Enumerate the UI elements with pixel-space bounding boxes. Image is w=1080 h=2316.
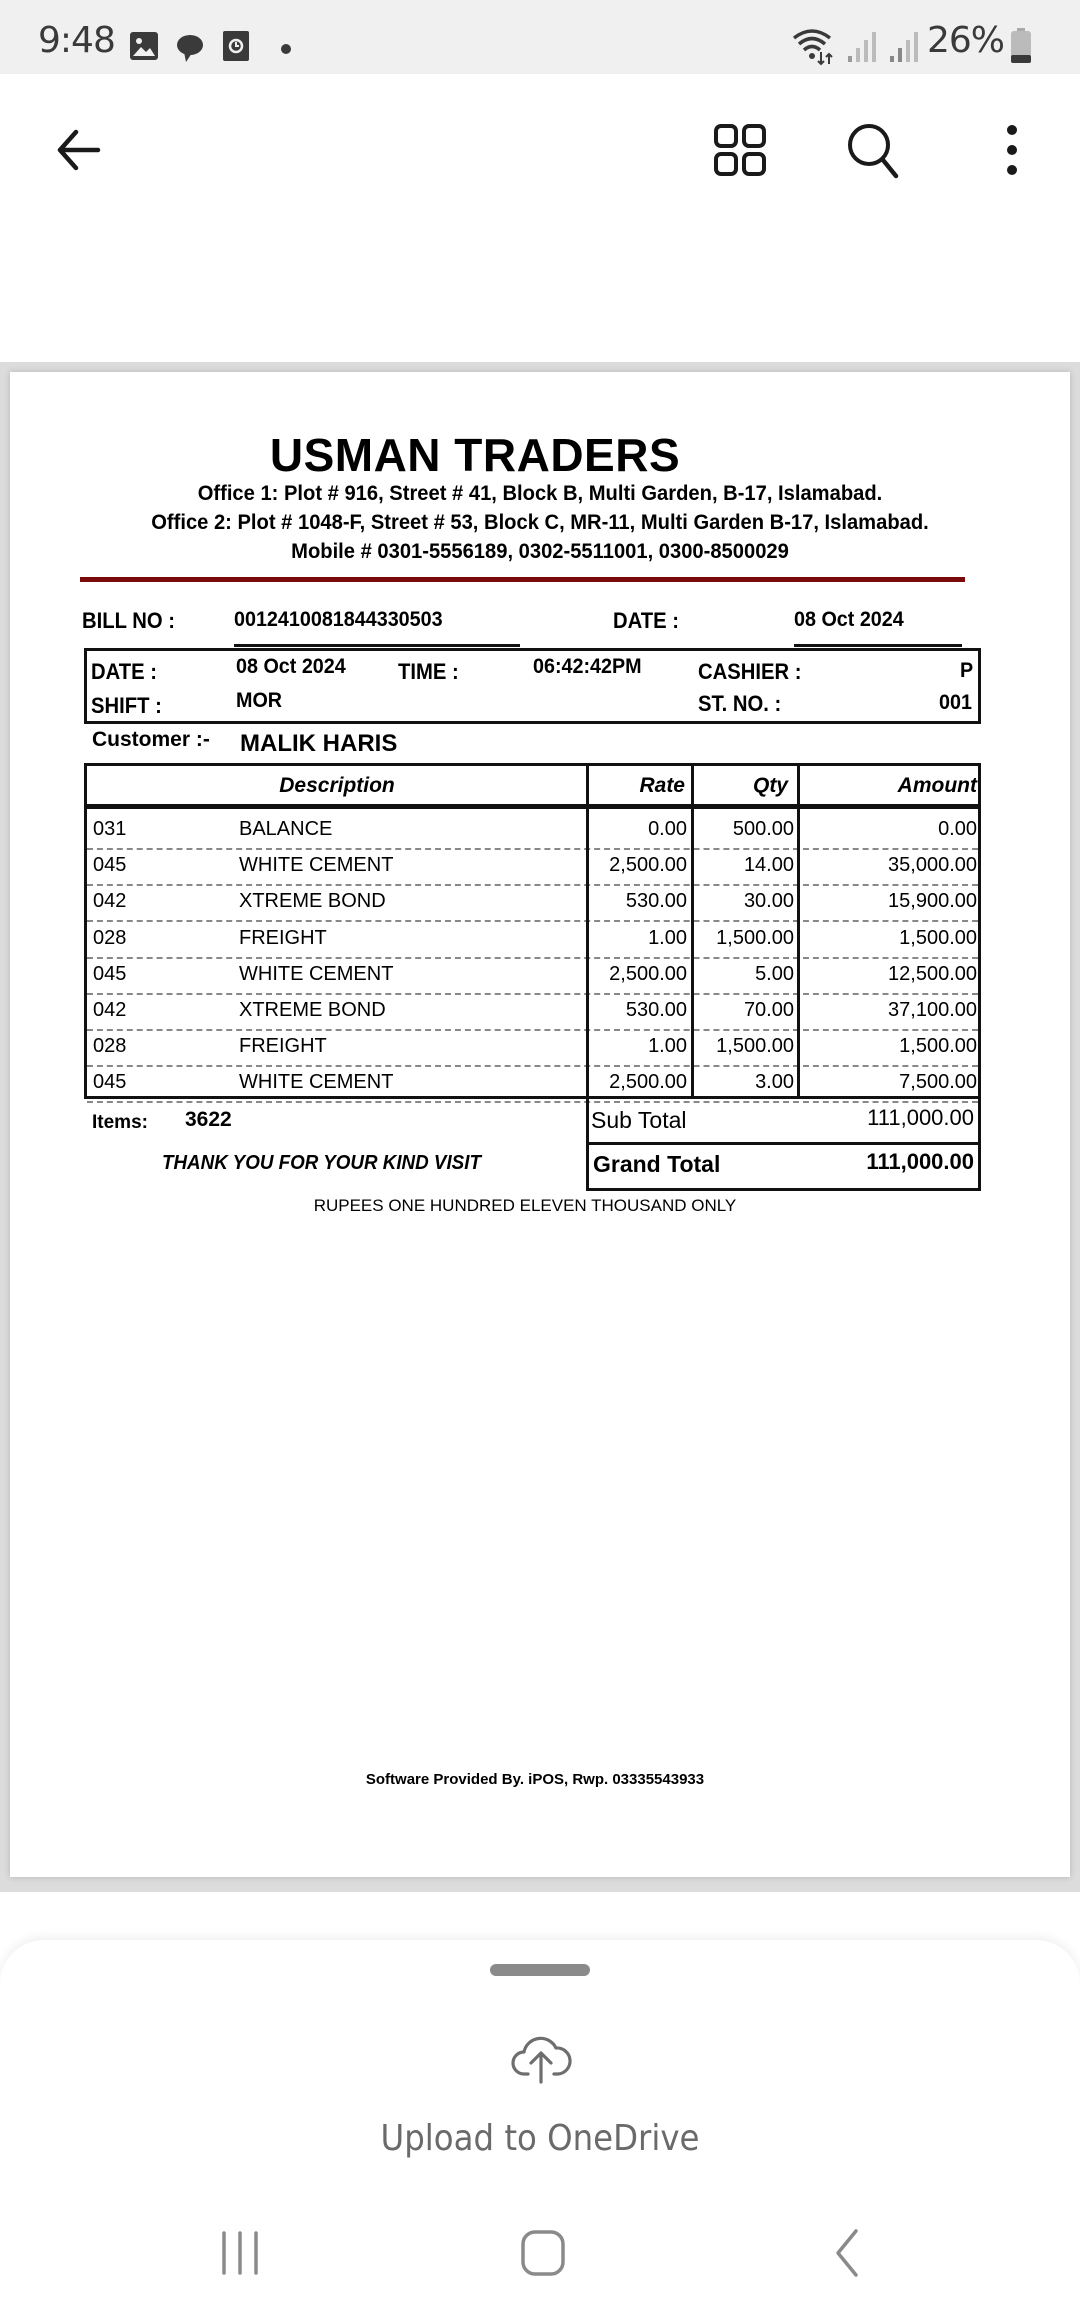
item-code: 031	[93, 818, 127, 840]
item-description: FREIGHT	[239, 926, 327, 949]
header-divider	[80, 577, 965, 582]
shift-label: SHIFT :	[91, 693, 162, 718]
status-time: 9:48	[38, 20, 115, 61]
upload-label: Upload to OneDrive	[380, 2118, 700, 2159]
customer-label: Customer :-	[92, 728, 210, 751]
items-table	[84, 763, 981, 1099]
chat-bubble-icon	[174, 32, 206, 69]
table-header	[87, 766, 978, 809]
amount-in-words: RUPEES ONE HUNDRED ELEVEN THOUSAND ONLY	[313, 1196, 737, 1215]
item-code: 028	[93, 1035, 127, 1058]
item-qty: 70.00	[743, 999, 794, 1021]
grand-total-label: Grand Total	[593, 1151, 721, 1177]
bill-date-label: DATE :	[613, 608, 679, 633]
item-description: WHITE CEMENT	[239, 1071, 394, 1094]
item-amount: 7,500.00	[899, 1071, 977, 1094]
item-code: 045	[93, 854, 127, 877]
item-qty: 30.00	[743, 890, 794, 913]
items-label: Items:	[92, 1112, 148, 1133]
search-icon	[844, 120, 904, 185]
item-qty: 1,500.00	[716, 926, 794, 949]
table-row	[87, 850, 978, 886]
cloud-upload-icon	[510, 2030, 572, 2091]
item-description: XTREME BOND	[239, 890, 386, 913]
item-qty: 5.00	[755, 962, 794, 985]
grand-total: 111,000.00	[866, 1149, 974, 1174]
item-description: BALANCE	[239, 818, 333, 840]
item-amount: 15,900.00	[888, 890, 977, 913]
item-qty: 14.00	[743, 854, 794, 877]
col-description: Description	[279, 774, 395, 797]
shift: MOR	[236, 689, 283, 712]
bill-date: 08 Oct 2024	[794, 608, 904, 631]
item-rate: 1.00	[648, 926, 687, 949]
grid-view-button[interactable]	[708, 120, 772, 184]
clock-app-icon	[222, 30, 250, 67]
col-amount: Amount	[897, 774, 977, 797]
item-code: 028	[93, 926, 127, 949]
info-time: 06:42:42PM	[533, 655, 642, 678]
item-rate: 530.00	[625, 999, 687, 1021]
table-row	[87, 959, 978, 995]
item-amount: 37,100.00	[888, 999, 977, 1021]
address-line-2: Office 2: Plot # 1048-F, Street # 53, Block C, MR-11, Multi Garden B-17, Islamabad.	[151, 511, 929, 534]
col-divider	[797, 766, 800, 1096]
item-amount: 0.00	[938, 818, 977, 840]
sub-total: 111,000.00	[867, 1105, 974, 1130]
more-options-button[interactable]	[980, 120, 1044, 184]
col-rate: Rate	[639, 774, 685, 797]
item-rate: 0.00	[648, 818, 687, 840]
st-no-label: ST. NO. :	[698, 691, 782, 716]
item-amount: 1,500.00	[899, 926, 977, 949]
company-name: USMAN TRADERS	[269, 429, 681, 481]
item-description: XTREME BOND	[239, 999, 386, 1021]
sub-total-label: Sub Total	[591, 1107, 687, 1133]
app-bar	[0, 74, 1080, 232]
gallery-icon	[128, 30, 160, 67]
item-code: 042	[93, 999, 127, 1021]
info-date: 08 Oct 2024	[236, 655, 346, 678]
table-row	[87, 814, 978, 850]
col-divider	[586, 766, 589, 1096]
bill-date-underline	[794, 644, 962, 647]
bill-no-label: BILL NO :	[82, 608, 175, 633]
item-rate: 2,500.00	[609, 962, 687, 985]
recents-icon	[216, 2229, 264, 2282]
table-row	[87, 886, 978, 922]
bill-no-underline	[234, 644, 520, 647]
status-bar	[0, 0, 1080, 74]
upload-to-onedrive-button[interactable]	[340, 2030, 740, 2170]
battery-icon	[1010, 28, 1032, 69]
col-qty: Qty	[752, 774, 788, 797]
st-no: 001	[938, 691, 972, 714]
drag-handle[interactable]	[490, 1964, 590, 1976]
item-rate: 530.00	[625, 890, 687, 913]
mobile-numbers: Mobile # 0301-5556189, 0302-5511001, 0300-8500029	[291, 540, 789, 563]
table-row	[87, 1031, 978, 1067]
item-qty: 3.00	[755, 1071, 794, 1094]
signal-2-icon	[888, 30, 922, 69]
item-rate: 2,500.00	[609, 854, 687, 877]
item-rate: 2,500.00	[609, 1071, 687, 1094]
grid-view-icon	[712, 122, 768, 183]
battery-percent: 26%	[926, 20, 1004, 61]
item-code: 045	[93, 962, 127, 985]
item-amount: 1,500.00	[899, 1035, 977, 1058]
document-page	[10, 372, 1070, 1877]
table-row	[87, 995, 978, 1031]
dot-icon	[280, 42, 292, 60]
wifi-data-icon	[790, 26, 838, 71]
back-icon	[830, 2228, 862, 2283]
address-line-1: Office 1: Plot # 916, Street # 41, Block B, Multi Garden, B-17, Islamabad.	[197, 482, 883, 505]
arrow-left-icon	[52, 124, 104, 181]
signal-1-icon	[846, 30, 880, 69]
totals-box	[586, 1099, 981, 1191]
navigation-bar	[0, 2180, 1080, 2316]
item-code: 042	[93, 890, 127, 913]
thank-you-message: THANK YOU FOR YOUR KIND VISIT	[162, 1152, 481, 1174]
item-description: WHITE CEMENT	[239, 962, 394, 985]
col-divider	[691, 766, 694, 1096]
items-count: 3622	[185, 1108, 232, 1131]
item-amount: 35,000.00	[888, 854, 977, 877]
customer-name: MALIK HARIS	[240, 730, 398, 757]
item-rate: 1.00	[648, 1035, 687, 1058]
item-qty: 500.00	[732, 818, 794, 840]
back-button[interactable]	[46, 120, 110, 184]
table-row	[87, 923, 978, 959]
nav-back-button[interactable]	[806, 2220, 886, 2290]
item-amount: 12,500.00	[888, 962, 977, 985]
item-code: 045	[93, 1071, 127, 1094]
home-icon	[519, 2229, 567, 2282]
bill-no: 0012410081844330503	[234, 608, 443, 631]
more-vert-icon	[1002, 122, 1022, 183]
info-time-label: TIME :	[398, 659, 459, 684]
cashier: P	[959, 659, 974, 682]
item-description: WHITE CEMENT	[239, 854, 394, 877]
search-button[interactable]	[842, 120, 906, 184]
info-date-label: DATE :	[91, 659, 157, 684]
recents-button[interactable]	[200, 2220, 280, 2290]
item-description: FREIGHT	[239, 1035, 327, 1058]
table-row	[87, 1067, 978, 1103]
transaction-info-box	[84, 648, 981, 724]
software-footer: Software Provided By. iPOS, Rwp. 03335543933	[365, 1771, 705, 1788]
item-qty: 1,500.00	[716, 1035, 794, 1058]
cashier-label: CASHIER :	[698, 659, 802, 684]
home-button[interactable]	[503, 2220, 583, 2290]
totals-divider	[589, 1142, 978, 1145]
